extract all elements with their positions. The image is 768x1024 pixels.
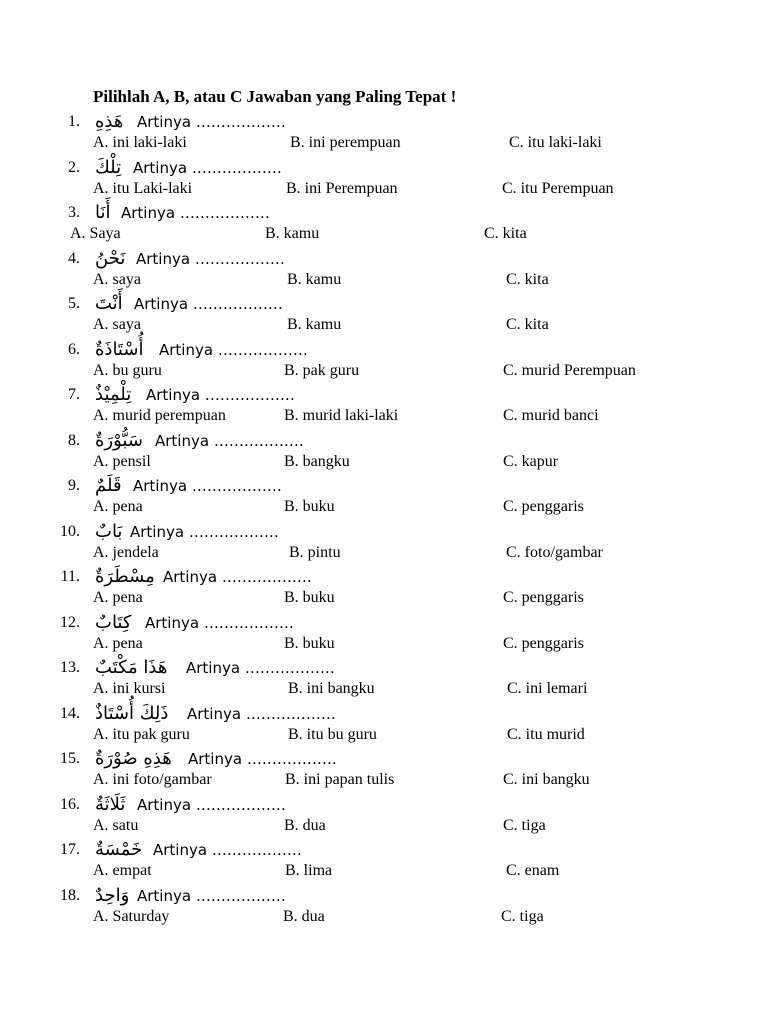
question-item [0,201,768,247]
option-c: C. penggaris [503,498,584,515]
option-c: C. ini lemari [507,680,588,697]
question-item [0,156,768,202]
artinya-prompt: Artinya ……………… [163,568,312,586]
arabic-word: أَنْتَ [95,293,123,314]
arabic-word: وَاحِدٌ [95,884,130,906]
option-b: B. buku [284,634,335,652]
question-item [0,474,768,520]
option-b: B. bangku [284,452,350,470]
option-a: A. itu pak guru [93,725,190,743]
artinya-prompt: Artinya ……………… [159,340,308,359]
worksheet-title: Pilihlah A, B, atau C Jawaban yang Paling Tepat ! [93,87,457,106]
option-c: C. kita [506,270,549,288]
arabic-word: هَذِهِ [95,111,124,132]
option-b: B. ini perempuan [290,134,401,151]
arabic-word: أُسْتَاذَةٌ [95,338,144,360]
artinya-prompt: Artinya ……………… [137,886,286,905]
option-b: B. kamu [265,225,320,242]
question-number: 12. [60,613,80,631]
question-number: 13. [60,659,80,676]
question-item [0,110,768,156]
question-number: 8. [68,431,80,449]
question-item [0,383,768,429]
question-number: 14. [60,704,80,722]
option-a: A. pena [93,634,143,652]
option-b: B. ini papan tulis [285,771,395,788]
option-a: A. jendela [93,543,159,561]
option-b: B. buku [284,498,335,515]
artinya-prompt: Artinya ……………… [186,659,335,677]
arabic-word: بَابٌ [95,520,123,542]
option-b: B. ini bangku [288,680,375,697]
option-c: C. penggaris [503,589,584,606]
option-b: B. itu bu guru [288,725,377,743]
option-a: A. pena [93,589,143,606]
option-c: C. enam [506,862,560,879]
artinya-prompt: Artinya ……………… [133,477,282,495]
question-item [0,520,768,566]
question-item [0,247,768,293]
option-a: A. empat [93,862,152,879]
artinya-prompt: Artinya ……………… [121,204,270,222]
option-a: A. saya [93,270,141,288]
option-a: A. saya [93,316,141,333]
arabic-word: ذَلِكَ أُسْتَاذٌ [95,702,169,724]
question-number: 1. [68,113,80,130]
arabic-word: تِلْمِيْذٌ [95,384,132,405]
option-a: A. Saturday [93,907,170,925]
arabic-word: سَبُّوْرَةٌ [95,429,143,451]
option-a: A. ini kursi [93,680,166,697]
option-c: C. kapur [503,452,559,470]
option-b: B. murid laki-laki [284,407,399,424]
question-item [0,838,768,884]
arabic-word: نَحْنُ [95,247,126,269]
artinya-prompt: Artinya ……………… [137,795,286,814]
option-b: B. kamu [287,316,342,333]
question-number: 7. [68,386,80,403]
arabic-word: هَذِهِ صُوْرَةٌ [95,748,172,769]
artinya-prompt: Artinya ……………… [187,704,336,723]
option-b: B. ini Perempuan [286,179,398,197]
option-c: C. itu laki-laki [509,134,602,151]
option-c: C. itu murid [507,725,585,743]
question-number: 18. [60,886,80,904]
artinya-prompt: Artinya ……………… [136,249,285,268]
question-item [0,793,768,839]
question-number: 10. [60,522,80,540]
artinya-prompt: Artinya ……………… [137,113,286,131]
arabic-word: خَمْسَةٌ [95,839,143,860]
option-b: B. dua [284,816,326,834]
artinya-prompt: Artinya ……………… [134,295,283,313]
artinya-prompt: Artinya ……………… [146,386,295,404]
question-number: 15. [60,750,80,767]
question-item [0,429,768,475]
arabic-word: قَلَمٌ [95,475,122,496]
option-c: C. murid banci [503,407,599,424]
question-number: 9. [68,477,80,494]
option-b: B. pintu [289,543,341,561]
question-item [0,702,768,748]
option-a: A. bu guru [93,361,162,379]
question-item [0,338,768,384]
question-item [0,292,768,338]
arabic-word: كِتَابٌ [95,611,132,633]
artinya-prompt: Artinya ……………… [145,613,294,632]
option-b: B. kamu [287,270,342,288]
question-item [0,656,768,702]
option-a: A. ini foto/gambar [93,771,212,788]
question-item [0,611,768,657]
option-c: C. tiga [501,907,544,925]
option-c: C. foto/gambar [506,543,603,561]
option-a: A. pensil [93,452,151,470]
question-number: 11. [60,568,80,585]
artinya-prompt: Artinya ……………… [188,750,337,768]
option-a: A. Saya [70,225,121,242]
question-number: 16. [60,795,80,813]
question-item [0,565,768,611]
option-c: C. murid Perempuan [503,361,636,379]
arabic-word: ثَلَاثَةٌ [95,793,126,815]
artinya-prompt: Artinya ……………… [133,158,282,177]
option-a: A. itu Laki-laki [93,179,193,197]
question-item [0,884,768,930]
option-c: C. itu Perempuan [502,179,614,197]
option-a: A. murid perempuan [93,407,226,424]
option-a: A. satu [93,816,139,834]
question-item [0,747,768,793]
option-a: A. pena [93,498,143,515]
artinya-prompt: Artinya ……………… [155,431,304,450]
option-b: B. lima [285,862,333,879]
arabic-word: هَذَا مَكْتَبٌ [95,657,168,678]
option-c: C. kita [506,316,549,333]
arabic-word: تِلْكَ [95,156,122,178]
question-number: 4. [68,249,80,267]
artinya-prompt: Artinya ……………… [130,522,279,541]
artinya-prompt: Artinya ……………… [153,841,302,859]
question-number: 3. [68,204,80,221]
option-c: C. ini bangku [503,771,590,788]
option-b: B. buku [284,589,335,606]
question-number: 5. [68,295,80,312]
arabic-word: أَنَا [95,202,111,223]
option-c: C. tiga [503,816,546,834]
option-b: B. pak guru [284,361,360,379]
option-c: C. kita [484,225,527,242]
option-b: B. dua [283,907,325,925]
arabic-word: مِسْطَرَةٌ [95,566,155,587]
option-a: A. ini laki-laki [93,134,187,151]
option-c: C. penggaris [503,634,584,652]
question-number: 6. [68,340,80,358]
question-number: 17. [60,841,80,858]
question-number: 2. [68,158,80,176]
